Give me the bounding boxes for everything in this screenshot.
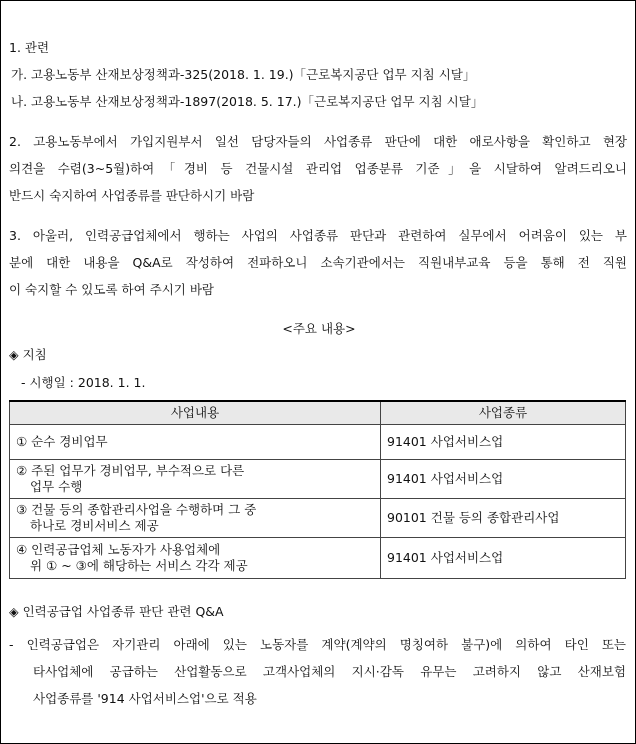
- section1-heading: 1. 관련: [9, 40, 50, 55]
- qa-line1: - 인력공급업은 자기관리 아래에 있는 노동자를 계약(계약의 명칭여하 불구)에 의하여 타인 또는: [9, 637, 626, 652]
- section3-line1: 3. 아울러, 인력공급업체에서 행하는 사업의 사업종류 판단과 관련하여 실무에서 어려움이 있는 부: [9, 228, 627, 243]
- table-row: [10, 460, 626, 499]
- row-type: 91401 사업서비스업: [381, 425, 626, 460]
- row-content-line1: ① 순수 경비업무: [16, 434, 108, 450]
- row-content-line2: 위 ① ~ ③에 해당하는 서비스 각각 제공: [30, 558, 248, 573]
- guideline-heading: ◈ 지침: [9, 347, 47, 362]
- row-content: [10, 460, 381, 499]
- row-content-line2: 업무 수행: [30, 479, 83, 494]
- qa-line2: 타사업체에 공급하는 산업활동으로 고객사업체의 지시·감독 유무는 고려하지 않고 산재보험: [33, 664, 626, 679]
- table-row: [10, 499, 626, 538]
- section2-line1: 2. 고용노동부에서 가입지원부서 일선 담당자들의 사업종류 판단에 대한 애로사항을 확인하고 현장: [9, 134, 627, 149]
- row-content-line1: ③ 건물 등의 종합관리사업을 수행하며 그 중: [16, 502, 257, 518]
- section3-line2: 분에 대한 내용을 Q&A로 작성하여 전파하오니 소속기관에서는 직원내부교육 등을 통해 전 직원: [9, 255, 627, 270]
- table-row: [10, 425, 626, 460]
- section1-item-a: 가. 고용노동부 산재보상정책과-325(2018. 1. 19.)「근로복지공단 업무 지침 시달」: [11, 67, 476, 82]
- row-content: [10, 538, 381, 579]
- section2-line2: 의견을 수렴(3~5월)하여「경비 등 건물시설 관리업 업종분류 기준」을 시달하여 알려드리오니: [9, 161, 627, 176]
- row-content-line2: 하나로 경비서비스 제공: [30, 518, 159, 533]
- row-content: [10, 499, 381, 538]
- qa-heading: ◈ 인력공급업 사업종류 판단 관련 Q&A: [9, 604, 224, 619]
- main-content-title: <주요 내용>: [282, 321, 356, 336]
- table-header-row: [10, 401, 626, 425]
- qa-line3: 사업종류를 '914 사업서비스업'으로 적용: [33, 691, 257, 706]
- row-type: 90101 건물 등의 종합관리사업: [381, 499, 626, 538]
- row-content: [10, 425, 381, 460]
- header-business-type: 사업종류: [381, 401, 626, 425]
- row-content-line1: ② 주된 업무가 경비업무, 부수적으로 다른: [16, 463, 245, 479]
- effective-date: - 시행일 : 2018. 1. 1.: [21, 375, 146, 390]
- row-type: 91401 사업서비스업: [381, 460, 626, 499]
- section2-line3: 반드시 숙지하여 사업종류를 판단하시기 바람: [9, 188, 255, 203]
- row-type: 91401 사업서비스업: [381, 538, 626, 579]
- business-classification-table: [9, 400, 626, 579]
- row-content-line1: ④ 인력공급업체 노동자가 사용업체에: [16, 542, 221, 558]
- section1-item-b: 나. 고용노동부 산재보상정책과-1897(2018. 5. 17.)「근로복지공단 업무 지침 시달」: [11, 94, 484, 109]
- header-business-content: 사업내용: [10, 401, 381, 425]
- section3-line3: 이 숙지할 수 있도록 하여 주시기 바람: [9, 282, 214, 297]
- table-row: [10, 538, 626, 579]
